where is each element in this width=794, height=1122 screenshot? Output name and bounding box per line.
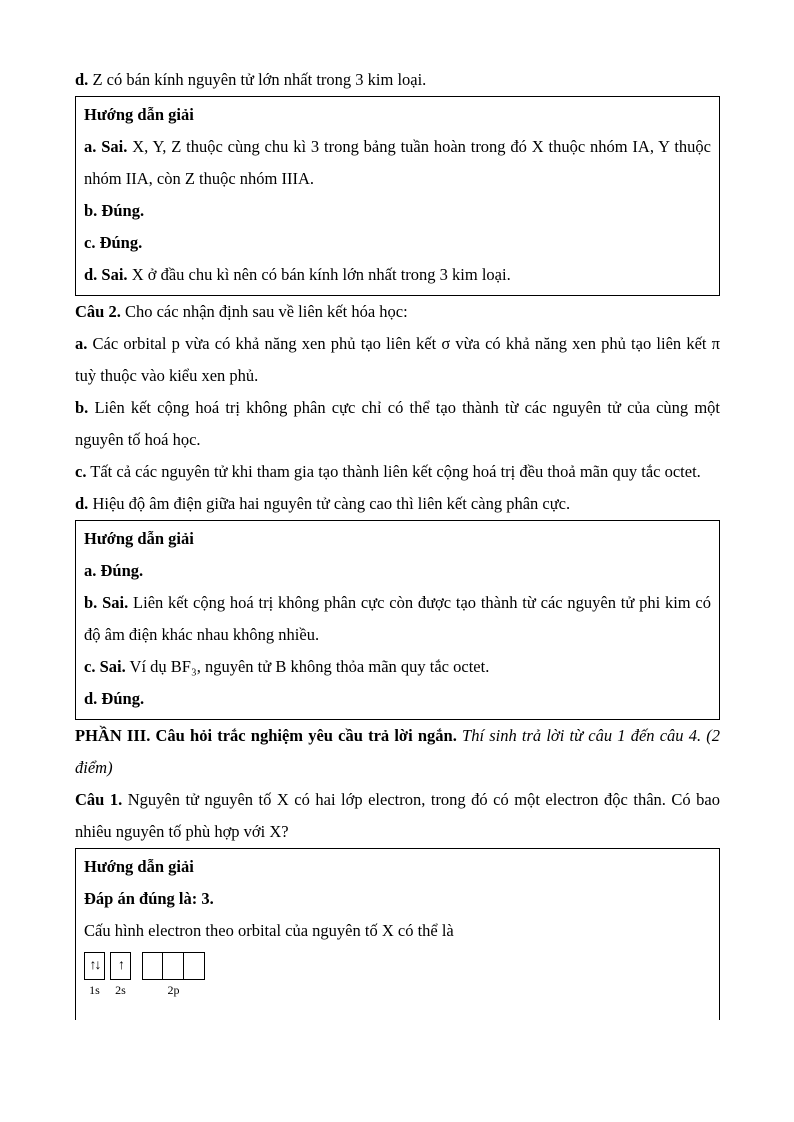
answer-line: Đáp án đúng là: 3. (84, 889, 214, 908)
document-page (75, 64, 720, 1020)
orbital-label-1s: 1s (89, 983, 100, 997)
solution-item-label: a. Sai. (84, 137, 128, 156)
question-number: Câu 2. (75, 302, 121, 321)
solution-item-text: Ví dụ BF₃, nguyên tử B không thỏa mãn quy tắc octet. (125, 657, 490, 676)
statement-text: Z có bán kính nguyên tử lớn nhất trong 3 kim loại. (88, 70, 427, 89)
solution-item-text: X, Y, Z thuộc cùng chu kì 3 trong bảng tuần hoàn trong đó X thuộc nhóm IA, Y thuộc nhóm IIA, còn Z thuộc nhóm IIIA. (84, 137, 711, 188)
statement-text: Các orbital p vừa có khả năng xen phủ tạo liên kết σ vừa có khả năng xen phủ tạo liên kết π tuỳ thuộc vào kiểu xen phủ. (75, 334, 720, 385)
solution-box-question1-part3 (75, 848, 720, 1020)
orbital-cell-2p-2 (163, 952, 184, 980)
orbital-diagram (84, 952, 711, 997)
orbital-group-2s (110, 952, 131, 997)
solution-item-d (84, 683, 711, 715)
solution-item-d (84, 259, 711, 291)
solution-box-title: Hướng dẫn giải (84, 529, 194, 548)
solution-item-a (84, 555, 711, 587)
statement-text: Hiệu độ âm điện giữa hai nguyên tử càng cao thì liên kết càng phân cực. (88, 494, 571, 513)
question-2-statement-c (75, 456, 720, 488)
statement-d-question1 (75, 64, 720, 96)
solution-item-text: Liên kết cộng hoá trị không phân cực còn được tạo thành từ các nguyên tử phi kim có độ âm điện khác nhau không nhiều. (84, 593, 711, 644)
statement-text: Tất cả các nguyên tử khi tham gia tạo thành liên kết cộng hoá trị đều thoả mãn quy tắc octet. (86, 462, 701, 481)
solution-item-text: X ở đầu chu kì nên có bán kính lớn nhất trong 3 kim loại. (127, 265, 511, 284)
question-number: Câu 1. (75, 790, 123, 809)
solution-item-b (84, 195, 711, 227)
solution-item-label: b. Đúng. (84, 201, 145, 220)
solution-item-a (84, 131, 711, 195)
statement-label: d. (75, 70, 89, 89)
solution-box-question2 (75, 520, 720, 720)
orbital-group-2p (142, 952, 205, 997)
orbital-cell-2s: ↑ (110, 952, 131, 980)
question-2-statement-b (75, 392, 720, 456)
question-2-statement-d (75, 488, 720, 520)
question-text: Cho các nhận định sau về liên kết hóa học: (120, 302, 408, 321)
orbital-cell-2p-1 (142, 952, 163, 980)
solution-item-label: b. Sai. (84, 593, 129, 612)
solution-box-title: Hướng dẫn giải (84, 105, 194, 124)
question-2-heading (75, 296, 720, 328)
part-title: PHẦN III. Câu hỏi trắc nghiệm yêu cầu trả lời ngắn. (75, 726, 457, 745)
orbital-group-1s (84, 952, 105, 997)
solution-item-label: c. Sai. (84, 657, 126, 676)
statement-label: c. (75, 462, 87, 481)
statement-label: d. (75, 494, 89, 513)
part-3-heading (75, 720, 720, 784)
solution-item-label: d. Sai. (84, 265, 128, 284)
question-text: Nguyên tử nguyên tố X có hai lớp electron, trong đó có một electron độc thân. Có bao nhiêu nguyên tố phù hợp với X? (75, 790, 720, 841)
statement-label: b. (75, 398, 89, 417)
orbital-label-2p: 2p (167, 983, 180, 997)
solution-item-c (84, 227, 711, 259)
solution-box-question1 (75, 96, 720, 296)
statement-text: Liên kết cộng hoá trị không phân cực chỉ có thể tạo thành từ các nguyên tử của cùng một nguyên tố hoá học. (75, 398, 720, 449)
orbital-cell-1s: ↑↓ (84, 952, 105, 980)
question-2-statement-a (75, 328, 720, 392)
part-instructions: Thí sinh trả lời từ câu 1 đến câu 4. (2 điểm) (75, 726, 721, 777)
orbital-cell-2p-3 (184, 952, 205, 980)
solution-item-b (84, 587, 711, 651)
solution-item-c (84, 651, 711, 683)
solution-item-label: d. Đúng. (84, 689, 145, 708)
question-1-short-answer (75, 784, 720, 848)
solution-item-label: a. Đúng. (84, 561, 144, 580)
explanation-line: Cấu hình electron theo orbital của nguyên tố X có thể là (84, 921, 454, 940)
solution-box-title: Hướng dẫn giải (84, 857, 194, 876)
statement-label: a. (75, 334, 88, 353)
orbital-label-2s: 2s (115, 983, 126, 997)
solution-item-label: c. Đúng. (84, 233, 143, 252)
